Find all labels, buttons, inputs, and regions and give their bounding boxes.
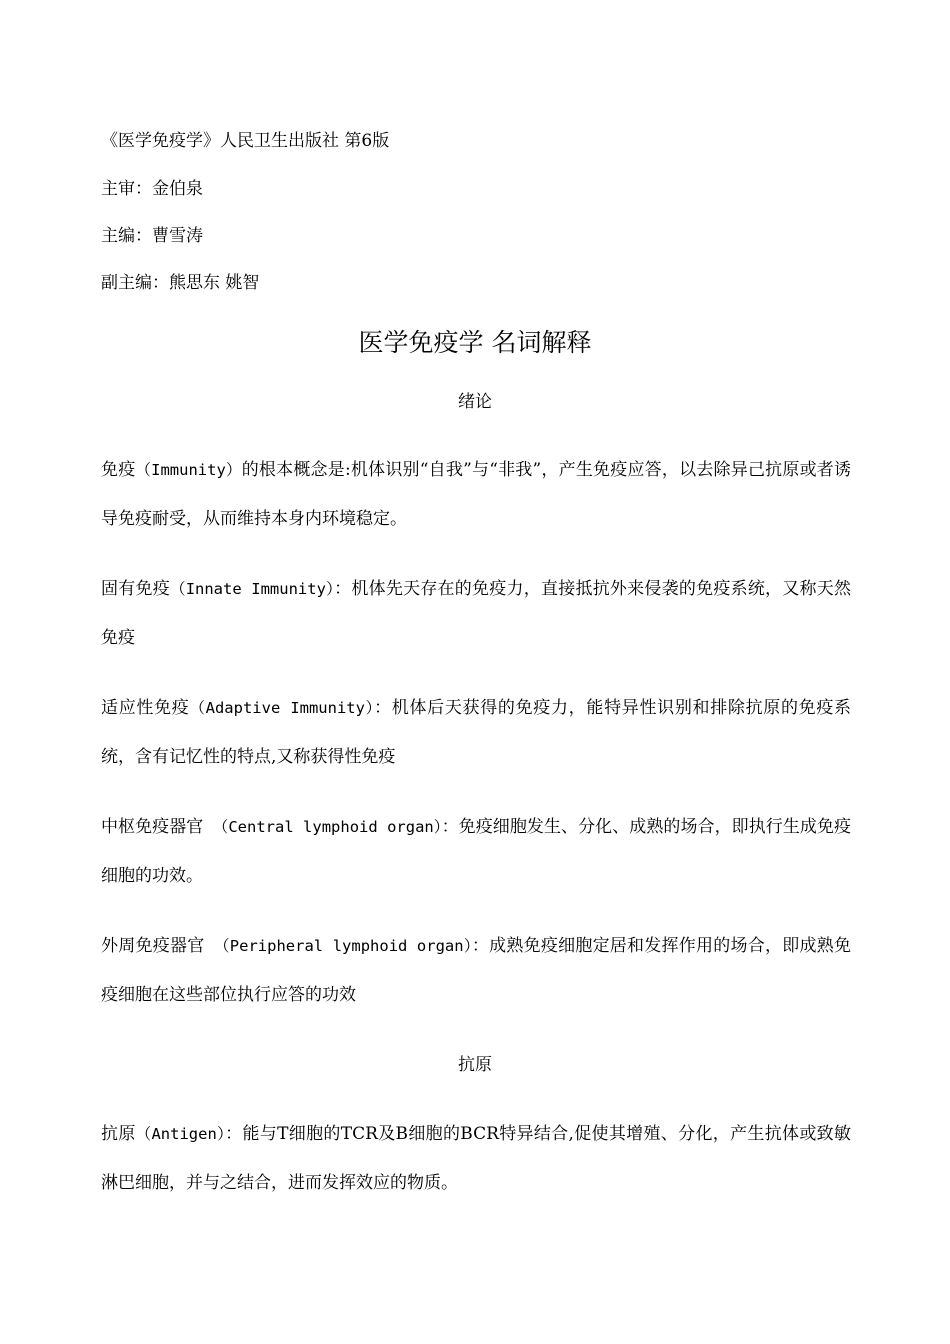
- term-english: （Central lymphoid organ）: [203, 818, 442, 836]
- section-heading-antigen: 抗原: [458, 1055, 492, 1075]
- editor-line: 主编：曹雪涛: [101, 226, 203, 246]
- section-heading-introduction: 绪论: [458, 392, 492, 412]
- term: 中枢免疫器官: [101, 817, 204, 837]
- term: 外周免疫器官: [101, 936, 205, 956]
- reviewer-line: 主审：金伯泉: [101, 179, 203, 199]
- term-english: （Antigen）: [135, 1125, 226, 1143]
- definition-text: 的根本概念是:机体识别“自我”与“非我”，产生免疫应答，以去除异己抗原或者诱导免疫耐受，从而维持本身内环境稳定。: [101, 460, 851, 529]
- definition-peripheral-lymphoid-organ: [101, 922, 851, 1020]
- definition-adaptive-immunity: [101, 684, 851, 782]
- term: 抗原: [101, 1124, 136, 1144]
- definition-innate-immunity: [101, 565, 851, 663]
- page-title: 医学免疫学 名词解释: [358, 328, 592, 357]
- definition-text: ：机体后天获得的免疫力，能特异性识别和排除抗原的免疫系统，含有记忆性的特点,又称获得性免疫: [101, 698, 852, 767]
- term: 免疫: [101, 460, 136, 480]
- book-info-line: 《医学免疫学》人民卫生出版社 第6版: [101, 131, 390, 151]
- term: 固有免疫: [101, 579, 170, 599]
- definition-antigen: [101, 1110, 851, 1208]
- term-english: （Innate Immunity）: [169, 580, 335, 598]
- definition-text: ：机体先天存在的免疫力，直接抵抗外来侵袭的免疫系统，又称天然免疫: [101, 579, 852, 648]
- term-english: （Immunity）: [135, 461, 242, 479]
- definition-text: ：能与T细胞的TCR及B细胞的BCR特异结合,促使其增殖、分化，产生抗体或致敏淋巴细胞，并与之结合，进而发挥效应的物质。: [101, 1124, 851, 1193]
- vice-editors-line: 副主编：熊思东 姚智: [101, 273, 260, 293]
- term-english: （Adaptive Immunity）: [189, 699, 375, 717]
- definition-central-lymphoid-organ: [101, 803, 851, 901]
- definition-text: ：成熟免疫细胞定居和发挥作用的场合，即成熟免疫细胞在这些部位执行应答的功效: [101, 936, 852, 1005]
- definition-text: ：免疫细胞发生、分化、成熟的场合，即执行生成免疫细胞的功效。: [101, 817, 852, 886]
- definition-immunity: [101, 446, 851, 544]
- term-english: （Peripheral lymphoid organ）: [204, 937, 472, 955]
- term: 适应性免疫: [101, 698, 190, 718]
